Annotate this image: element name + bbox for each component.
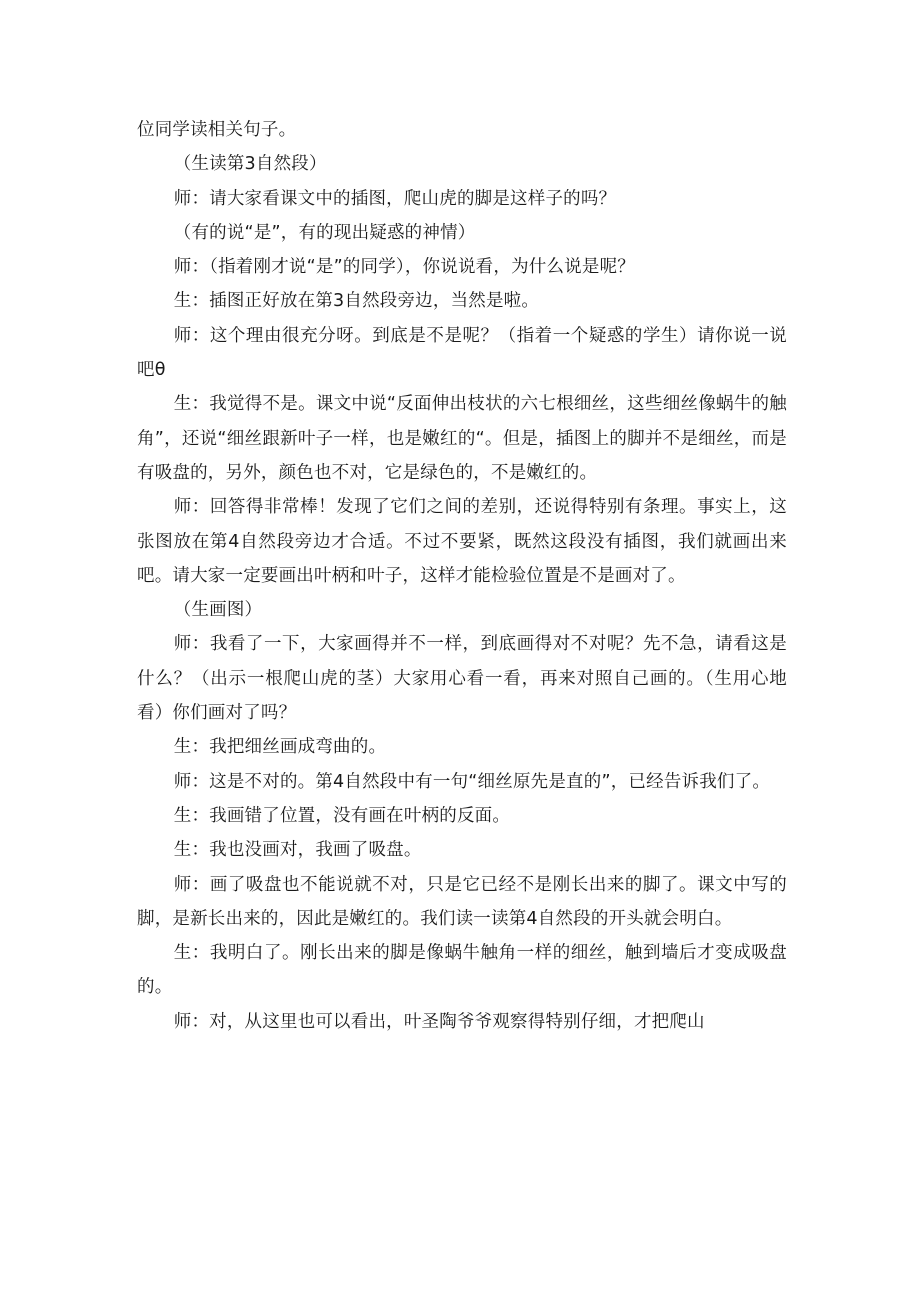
paragraph: 师：画了吸盘也不能说就不对，只是它已经不是刚长出来的脚了。课文中写的脚，是新长出来的，因此是嫩红的。我们读一读第4自然段的开头就会明白。 — [137, 874, 787, 929]
paragraph: 师：回答得非常棒！发现了它们之间的差别，还说得特别有条理。事实上，这张图放在第4自然段旁边才合适。不过不要紧，既然这段没有插图，我们就画出来吧。请大家一定要画出叶柄和叶子，这样才能检验位置是不是画对了。 — [137, 497, 787, 586]
paragraph: 生：插图正好放在第3自然段旁边，当然是啦。 — [173, 291, 540, 312]
document-body — [137, 113, 787, 1039]
paragraph: （有的说“是”，有的现出疑惑的神情） — [173, 222, 476, 243]
paragraph-continuation: 位同学读相关句子。 — [137, 120, 297, 140]
paragraph: 师：对，从这里也可以看出，叶圣陶爷爷观察得特别仔细，才把爬山 — [173, 1011, 705, 1032]
paragraph: （生读第3自然段） — [173, 154, 327, 175]
paragraph: 生：我画错了位置，没有画在叶柄的反面。 — [173, 805, 511, 826]
paragraph: 师：请大家看课文中的插图，爬山虎的脚是这样子的吗？ — [173, 188, 617, 209]
paragraph: 师：（指着刚才说“是”的同学），你说说看，为什么说是呢？ — [173, 257, 635, 278]
paragraph: 生：我觉得不是。课文中说“反面伸出枝状的六七根细丝，这些细丝像蜗牛的触角”，还说“细丝跟新叶子一样，也是嫩红的“。但是，插图上的脚并不是细丝，而是有吸盘的，另外，颜色也不对，它是绿色的，不是嫩红的。 — [137, 394, 787, 483]
paragraph: 师：这是不对的。第4自然段中有一句“细丝原先是直的”，已经告诉我们了。 — [173, 771, 771, 792]
paragraph: （生画图） — [173, 600, 263, 621]
paragraph: 师：我看了一下，大家画得并不一样，到底画得对不对呢？先不急，请看这是什么？（出示一根爬山虎的茎）大家用心看一看，再来对照自己画的。（生用心地看）你们画对了吗？ — [137, 634, 787, 724]
paragraph: 生：我也没画对，我画了吸盘。 — [173, 840, 422, 861]
paragraph: 生：我明白了。刚长出来的脚是像蜗牛触角一样的细丝，触到墙后才变成吸盘的。 — [137, 943, 787, 998]
paragraph: 生：我把细丝画成弯曲的。 — [173, 737, 387, 758]
paragraph: 师：这个理由很充分呀。到底是不是呢？（指着一个疑惑的学生）请你说一说吧θ — [137, 325, 787, 381]
